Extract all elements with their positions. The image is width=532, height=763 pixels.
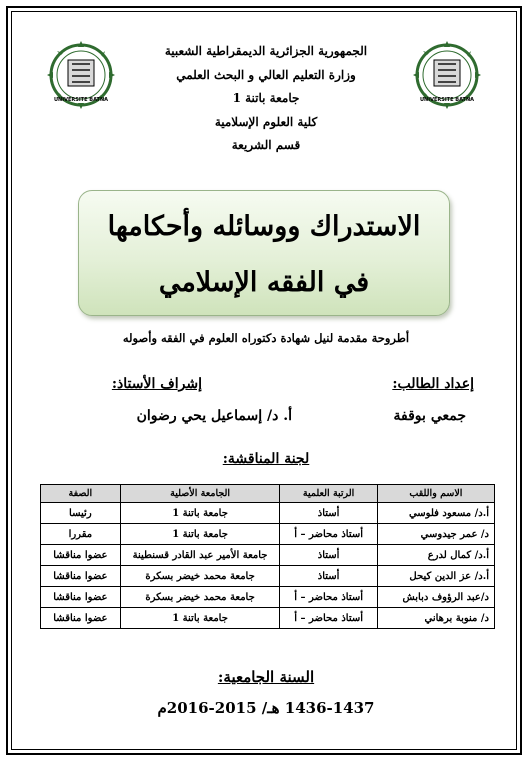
member-university: جامعة محمد خيضر بسكرة bbox=[120, 587, 280, 608]
header-name: الاسم واللقب bbox=[377, 485, 494, 503]
table-row bbox=[41, 608, 495, 629]
member-name: أ.د/ عز الدين كيحل bbox=[377, 566, 494, 587]
university-emblem-icon bbox=[410, 38, 484, 112]
member-role: عضوا مناقشا bbox=[41, 587, 121, 608]
committee-title: لجنة المناقشة: bbox=[222, 451, 310, 467]
academic-year-value: 1436-1437 هـ/ 2015-2016م bbox=[157, 699, 375, 717]
member-rank: أستاذ bbox=[280, 566, 377, 587]
header-role: الصفة bbox=[41, 485, 121, 503]
thesis-subtitle: أطروحة مقدمة لنيل شهادة دكتوراه العلوم في الفقه وأصوله bbox=[122, 331, 410, 345]
table-row bbox=[41, 524, 495, 545]
member-role: مقررا bbox=[41, 524, 121, 545]
supervisor-label: إشراف الأستاذ: bbox=[111, 376, 202, 392]
member-name: د/عبد الرؤوف دبابش bbox=[377, 587, 494, 608]
academic-year-label: السنة الجامعية: bbox=[217, 668, 315, 686]
member-university: جامعة محمد خيضر بسكرة bbox=[120, 566, 280, 587]
member-role: رئيسا bbox=[41, 503, 121, 524]
ministry-name: وزارة التعليم العالي و البحث العلمي bbox=[176, 67, 356, 82]
logo-caption: UNIVERSITE BATNA bbox=[53, 97, 109, 103]
table-row bbox=[41, 587, 495, 608]
supervisor-name: أ. د/ إسماعيل يحي رضوان bbox=[136, 408, 292, 424]
member-university: جامعة باتنة 1 bbox=[120, 524, 280, 545]
member-name: أ.د/ مسعود فلوسي bbox=[377, 503, 494, 524]
university-name: جامعة باتنة 1 bbox=[232, 91, 300, 105]
department-name: قسم الشريعة bbox=[231, 138, 301, 152]
student-name: جمعي بوقفة bbox=[393, 408, 466, 424]
member-role: عضوا مناقشا bbox=[41, 608, 121, 629]
logo-caption: UNIVERSITE BATNA bbox=[419, 97, 475, 103]
table-row bbox=[41, 545, 495, 566]
member-university: جامعة الأمير عبد القادر قسنطينة bbox=[120, 545, 280, 566]
member-rank: أستاذ bbox=[280, 503, 377, 524]
committee-table bbox=[40, 484, 495, 629]
republic-name: الجمهورية الجزائرية الديمقراطية الشعبية bbox=[164, 44, 368, 58]
member-rank: أستاذ bbox=[280, 545, 377, 566]
table-row bbox=[41, 566, 495, 587]
member-role: عضوا مناقشا bbox=[41, 545, 121, 566]
faculty-name: كلية العلوم الإسلامية bbox=[214, 114, 318, 129]
student-label: إعداد الطالب: bbox=[392, 376, 474, 392]
member-university: جامعة باتنة 1 bbox=[120, 503, 280, 524]
table-row bbox=[41, 503, 495, 524]
member-rank: أستاذ محاضر – أ bbox=[280, 587, 377, 608]
header-university: الجامعة الأصلية bbox=[120, 485, 280, 503]
header-rank: الرتبة العلمية bbox=[280, 485, 377, 503]
member-rank: أستاذ محاضر – أ bbox=[280, 524, 377, 545]
committee-header-row bbox=[41, 485, 495, 503]
member-rank: أستاذ محاضر – أ bbox=[280, 608, 377, 629]
member-name: د/ منوبة برهاني bbox=[377, 608, 494, 629]
thesis-title-box bbox=[78, 190, 450, 316]
thesis-title-line1: الاستدراك ووسائله وأحكامها bbox=[107, 211, 421, 242]
thesis-title-line2: في الفقه الإسلامي bbox=[158, 267, 370, 298]
member-name: د/ عمر جيدوسي bbox=[377, 524, 494, 545]
member-university: جامعة باتنة 1 bbox=[120, 608, 280, 629]
university-emblem-icon bbox=[44, 38, 118, 112]
member-role: عضوا مناقشا bbox=[41, 566, 121, 587]
member-name: أ.د/ كمال لدرع bbox=[377, 545, 494, 566]
institution-header bbox=[120, 40, 412, 158]
